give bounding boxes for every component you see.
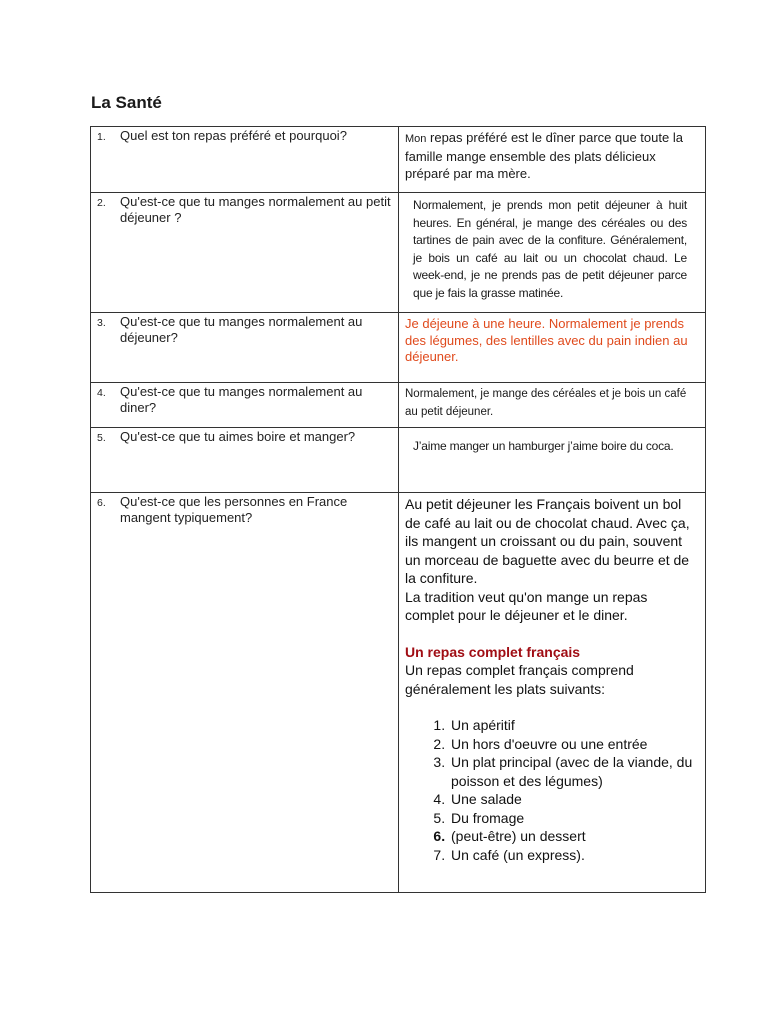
question-cell bbox=[91, 493, 399, 893]
list-item: 3. Un plat principal (avec de la viande, du poisson et des légumes) bbox=[449, 753, 699, 790]
list-item: 7. Un café (un express). bbox=[449, 846, 699, 865]
answer-text: Normalement, je mange des céréales et je bois un café au petit déjeuner. bbox=[405, 388, 687, 418]
question-text: Qu'est-ce que tu manges normalement au diner? bbox=[120, 384, 363, 415]
question-number: 5. bbox=[97, 432, 106, 444]
answer-text: J’aime manger un hamburger j’aime boire du coca. bbox=[413, 439, 674, 453]
table-row bbox=[91, 313, 706, 383]
question-number: 6. bbox=[97, 497, 106, 509]
question-number: 2. bbox=[97, 197, 106, 209]
answer-text: repas préféré est le dîner parce que toute la famille mange ensemble des plats délicieux préparé par ma mère. bbox=[405, 130, 683, 181]
question-cell bbox=[91, 383, 399, 428]
list-item: 4. Une salade bbox=[449, 790, 699, 809]
table-row bbox=[91, 193, 706, 313]
table-row bbox=[91, 428, 706, 493]
question-cell bbox=[91, 127, 399, 193]
table-row bbox=[91, 493, 706, 893]
question-number: 4. bbox=[97, 387, 106, 399]
answer-cell bbox=[399, 428, 706, 493]
answer-cell bbox=[399, 127, 706, 193]
answer-cell bbox=[399, 193, 706, 313]
question-text: Quel est ton repas préféré et pourquoi? bbox=[120, 128, 347, 143]
answer-cell bbox=[399, 493, 706, 893]
page-title: La Santé bbox=[91, 93, 162, 112]
table-row bbox=[91, 383, 706, 428]
answer-cell bbox=[399, 383, 706, 428]
answer-cell bbox=[399, 313, 706, 383]
answer-paragraph: Un repas complet français comprend généralement les plats suivants: bbox=[405, 662, 634, 697]
list-item: 6. (peut-être) un dessert bbox=[449, 827, 699, 846]
question-cell bbox=[91, 193, 399, 313]
question-cell bbox=[91, 428, 399, 493]
question-text: Qu'est-ce que tu manges normalement au déjeuner? bbox=[120, 314, 363, 345]
list-item: 2. Un hors d'oeuvre ou une entrée bbox=[449, 735, 699, 754]
question-cell bbox=[91, 313, 399, 383]
answer-lead: Mon bbox=[405, 133, 427, 145]
question-number: 1. bbox=[97, 131, 106, 143]
course-list bbox=[405, 716, 699, 864]
list-item: 1. Un apéritif bbox=[449, 716, 699, 735]
answer-subheading: Un repas complet français bbox=[405, 643, 581, 660]
list-item: 5. Du fromage bbox=[449, 809, 699, 828]
answer-paragraph: Au petit déjeuner les Français boivent un bol de café au lait ou de chocolat chaud. Avec ça, ils mangent un croissant ou du pain, souvent un morceau de baguette avec du beurre et de la confiture. bbox=[405, 496, 690, 586]
question-number: 3. bbox=[97, 317, 106, 329]
question-text: Qu'est-ce que les personnes en France mangent typiquement? bbox=[120, 494, 348, 525]
answer-paragraph: La tradition veut qu'on mange un repas complet pour le déjeuner et le diner. bbox=[405, 588, 648, 623]
qa-table bbox=[90, 126, 706, 893]
table-row bbox=[91, 127, 706, 193]
answer-text: Je déjeune à une heure. Normalement je prends des légumes, des lentilles avec du pain indien au déjeuner. bbox=[405, 316, 688, 364]
question-text: Qu'est-ce que tu aimes boire et manger? bbox=[120, 429, 356, 444]
answer-text: Normalement, je prends mon petit déjeuner à huit heures. En général, je mange des céréales ou des tartines de pain avec de la confiture. Généralement, je bois un café au lait ou un chocolat chaud. Le week-end, je ne prends pas de petit déjeuner parce que je fais la grasse matinée. bbox=[413, 198, 687, 300]
question-text: Qu'est-ce que tu manges normalement au petit déjeuner ? bbox=[120, 194, 391, 225]
